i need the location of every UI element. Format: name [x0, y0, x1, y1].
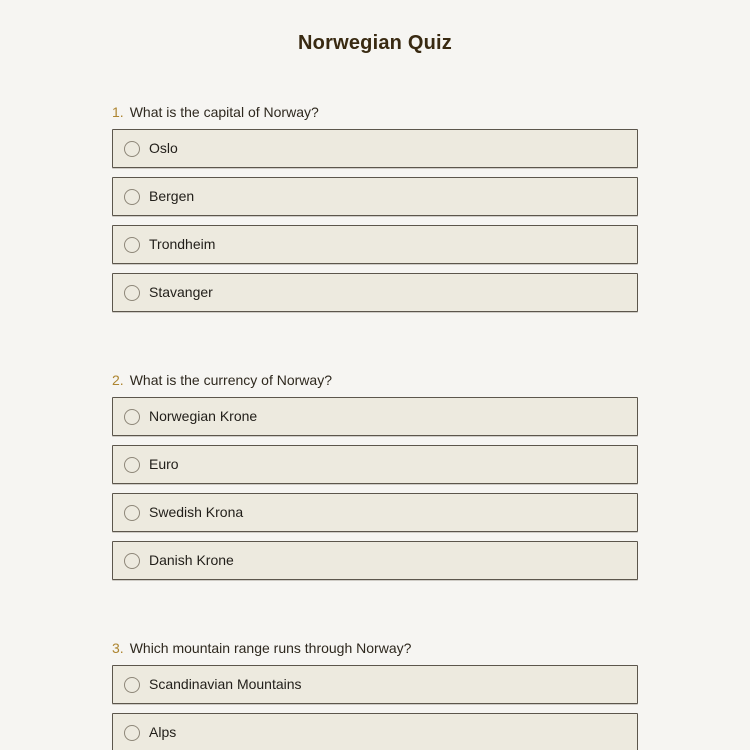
question-3-option-alps[interactable] — [112, 713, 638, 750]
question-2-text: What is the currency of Norway? — [129, 372, 332, 388]
option-label: Alps — [149, 724, 177, 740]
option-label: Swedish Krona — [149, 504, 244, 520]
quiz-title: Norwegian Quiz — [298, 32, 452, 54]
option-label: Danish Krone — [149, 552, 234, 568]
option-label: Trondheim — [149, 236, 216, 252]
question-3-label — [112, 639, 638, 657]
question-1-option-bergen[interactable] — [112, 177, 638, 216]
option-label: Bergen — [149, 188, 195, 204]
question-2-number: 2. — [112, 372, 124, 388]
question-2-label — [112, 371, 638, 389]
radio-icon[interactable] — [124, 237, 140, 253]
question-3 — [112, 639, 638, 750]
radio-icon[interactable] — [124, 285, 140, 301]
option-label: Scandinavian Mountains — [149, 676, 302, 692]
question-1-text: What is the capital of Norway? — [129, 104, 319, 120]
radio-icon[interactable] — [124, 189, 140, 205]
question-1-option-trondheim[interactable] — [112, 225, 638, 264]
question-2-option-danish-krone[interactable] — [112, 541, 638, 580]
question-2-option-norwegian-krone[interactable] — [112, 397, 638, 436]
radio-icon[interactable] — [124, 677, 140, 693]
quiz-page — [112, 31, 638, 750]
question-1-option-oslo[interactable] — [112, 129, 638, 168]
radio-icon[interactable] — [124, 725, 140, 741]
question-2-option-euro[interactable] — [112, 445, 638, 484]
radio-icon[interactable] — [124, 141, 140, 157]
radio-icon[interactable] — [124, 553, 140, 569]
option-label: Norwegian Krone — [149, 408, 258, 424]
question-3-number: 3. — [112, 640, 124, 656]
question-1-number: 1. — [112, 104, 124, 120]
radio-icon[interactable] — [124, 505, 140, 521]
question-2 — [112, 371, 638, 580]
option-label: Stavanger — [149, 284, 213, 300]
radio-icon[interactable] — [124, 409, 140, 425]
option-label: Oslo — [149, 140, 178, 156]
radio-icon[interactable] — [124, 457, 140, 473]
option-label: Euro — [149, 456, 179, 472]
question-1-option-stavanger[interactable] — [112, 273, 638, 312]
question-3-text: Which mountain range runs through Norway? — [129, 640, 412, 656]
question-2-option-swedish-krona[interactable] — [112, 493, 638, 532]
question-3-option-scandinavian-mountains[interactable] — [112, 665, 638, 704]
question-1-label — [112, 103, 638, 121]
question-1 — [112, 103, 638, 312]
